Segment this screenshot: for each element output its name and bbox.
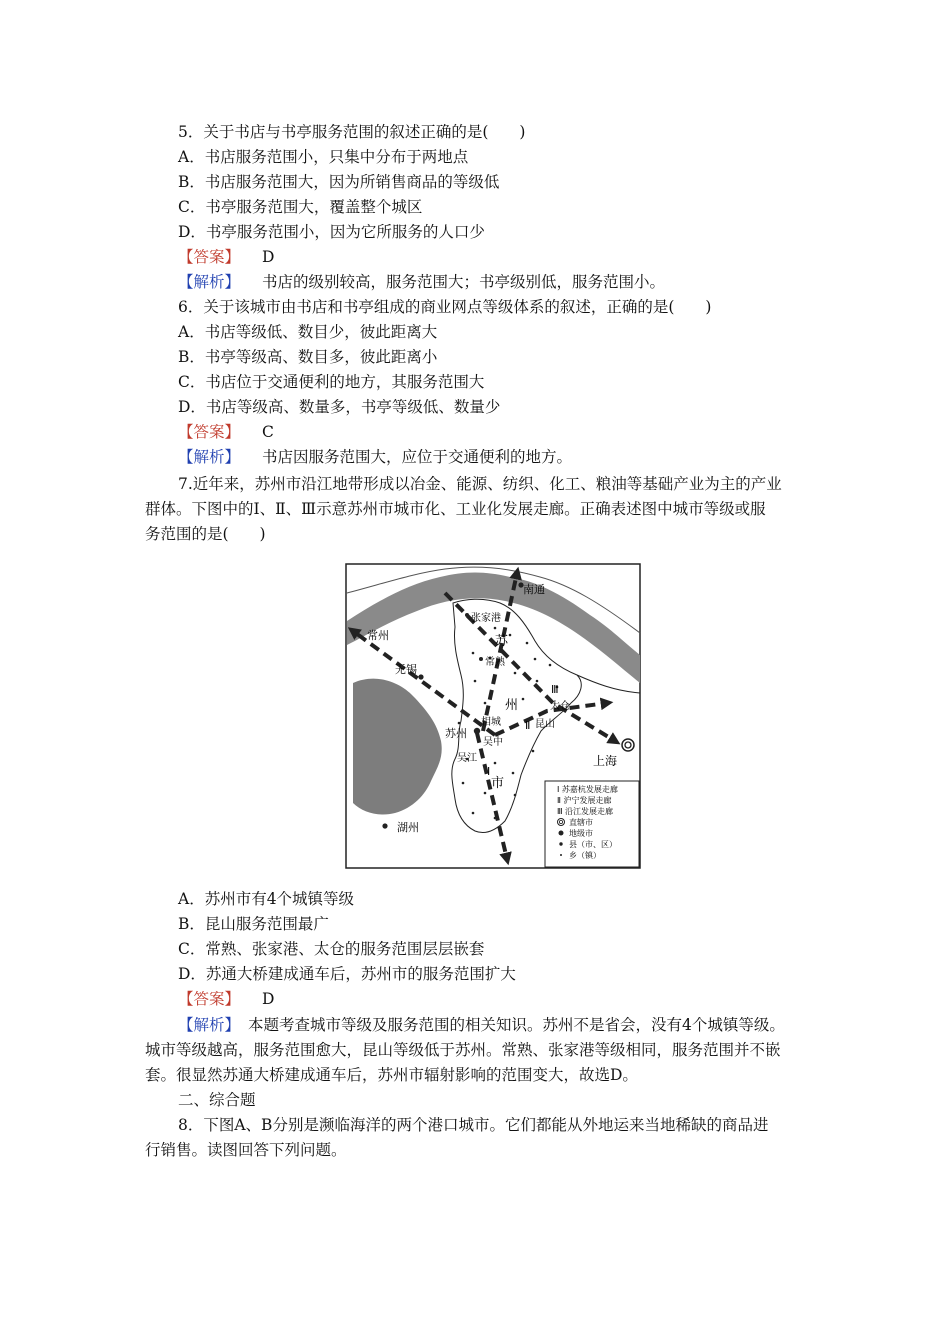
q7-explanation-line-1 [178, 1015, 785, 1035]
corridor-label-iii: Ⅲ [551, 683, 559, 696]
legend-prefecture-icon [559, 831, 564, 836]
answer-tag: 【答案】 [178, 990, 241, 1008]
legend-iii: Ⅲ 沿江发展走廊 [557, 807, 614, 816]
q7-explanation-line-3: 套。很显然苏通大桥建成通车后，苏州市辐射影响的范围变大，故选D。 [145, 1066, 638, 1084]
explain-text: 书店的级别较高，服务范围大；书亭级别低，服务范围小。 [262, 273, 666, 291]
explain-tag: 【解析】 [178, 273, 241, 291]
q5-stem: 5．关于书店与书亭服务范围的叙述正确的是( ) [178, 123, 526, 141]
label-kunshan: 昆山 [535, 719, 555, 730]
q5-answer [178, 247, 274, 267]
q7-option-d: D．苏通大桥建成通车后，苏州市的服务范围扩大 [178, 965, 516, 983]
suzhou-corridor-map [345, 563, 641, 869]
label-taicang: 太仓 [550, 701, 570, 712]
q7-stem-line-1: 7.近年来，苏州市沿江地带形成以冶金、能源、纺织、化工、粮油等基础产业为主的产业 [178, 475, 782, 493]
q5-option-a: A．书店服务范围小，只集中分布于两地点 [178, 148, 469, 166]
label-su: 苏 [495, 634, 509, 649]
q7-stem-line-3: 务范围的是( ) [145, 525, 266, 543]
huzhou-marker [382, 823, 387, 828]
q7-explanation-line-2: 城市等级越高，服务范围愈大，昆山等级低于苏州。常熟、张家港等级相同，服务范围并不嵌 [145, 1041, 781, 1059]
answer-value: D [262, 990, 275, 1008]
legend-township-icon [560, 854, 562, 856]
label-changzhou: 常州 [367, 629, 389, 642]
label-shi: 市 [491, 776, 505, 791]
label-zhangjiagang: 张家港 [471, 613, 501, 624]
suzhou-marker [474, 728, 480, 734]
label-wuxi: 无锡 [395, 663, 417, 676]
q7-option-a: A．苏州市有4个城镇等级 [178, 890, 355, 908]
legend-county: 县（市、区） [569, 840, 617, 849]
label-zhou: 州 [505, 698, 519, 713]
q7-option-c: C．常熟、张家港、太仓的服务范围层层嵌套 [178, 940, 485, 958]
legend-i: Ⅰ 苏嘉杭发展走廊 [557, 785, 618, 794]
label-wujiang: 吴江 [457, 753, 477, 764]
label-wuzhong: 吴中 [483, 737, 503, 748]
explain-text: 书店因服务范围大，应位于交通便利的地方。 [262, 448, 573, 466]
q6-option-c: C．书店位于交通便利的地方，其服务范围大 [178, 373, 485, 391]
map-legend [545, 781, 639, 867]
label-nantong: 南通 [523, 583, 545, 596]
q7-answer [178, 989, 274, 1009]
label-suzhou: 苏州 [445, 727, 467, 740]
q5-option-c: C．书亭服务范围大，覆盖整个城区 [178, 198, 423, 216]
wuxi-marker [418, 674, 423, 679]
label-changshu: 常熟 [485, 657, 505, 668]
q8-stem-line-2: 行销售。读图回答下列问题。 [145, 1141, 347, 1159]
legend-township: 乡（镇） [569, 851, 601, 860]
q7-stem-line-2: 群体。下图中的Ⅰ、Ⅱ、Ⅲ示意苏州市城市化、工业化发展走廊。正确表述图中城市等级或服 [145, 500, 766, 518]
q5-option-d: D．书亭服务范围小，因为它所服务的人口少 [178, 223, 485, 241]
corridor-label-ii: Ⅱ [525, 719, 531, 732]
legend-ii: Ⅱ 沪宁发展走廊 [557, 796, 612, 805]
q5-option-b: B．书店服务范围大，因为所销售商品的等级低 [178, 173, 500, 191]
legend-prefecture: 地级市 [569, 829, 593, 838]
answer-value: C [262, 423, 274, 441]
q6-option-d: D．书店等级高、数量多，书亭等级低、数量少 [178, 398, 501, 416]
q6-explanation [178, 447, 572, 467]
label-shanghai: 上海 [593, 754, 618, 768]
answer-tag: 【答案】 [178, 248, 241, 266]
q6-option-a: A．书店等级低、数目少，彼此距离大 [178, 323, 438, 341]
label-huzhou: 湖州 [397, 821, 419, 834]
q6-option-b: B．书亭等级高、数目多，彼此距离小 [178, 348, 438, 366]
explain-tag: 【解析】 [178, 448, 241, 466]
q6-stem: 6．关于该城市由书店和书亭组成的商业网点等级体系的叙述，正确的是( ) [178, 298, 712, 316]
q8-stem-line-1: 8．下图A、B分别是濒临海洋的两个港口城市。它们都能从外地运来当地稀缺的商品进 [178, 1116, 769, 1134]
label-xiangcheng: 相城 [481, 717, 501, 728]
q7-option-b: B．昆山服务范围最广 [178, 915, 329, 933]
explain-tag: 【解析】 [178, 1016, 241, 1034]
changshu-marker [479, 657, 483, 661]
q5-explanation [178, 272, 665, 292]
corridor-label-i: Ⅰ [487, 765, 491, 778]
section-heading: 二、综合题 [178, 1091, 256, 1109]
answer-tag: 【答案】 [178, 423, 241, 441]
explain-text: 本题考查城市等级及服务范围的相关知识。苏州不是省会，没有4个城镇等级。 [248, 1016, 785, 1034]
legend-municipality: 直辖市 [569, 818, 593, 827]
zhangjiagang-marker [465, 613, 469, 617]
legend-county-icon [559, 842, 562, 845]
q6-answer [178, 422, 274, 442]
answer-value: D [262, 248, 275, 266]
